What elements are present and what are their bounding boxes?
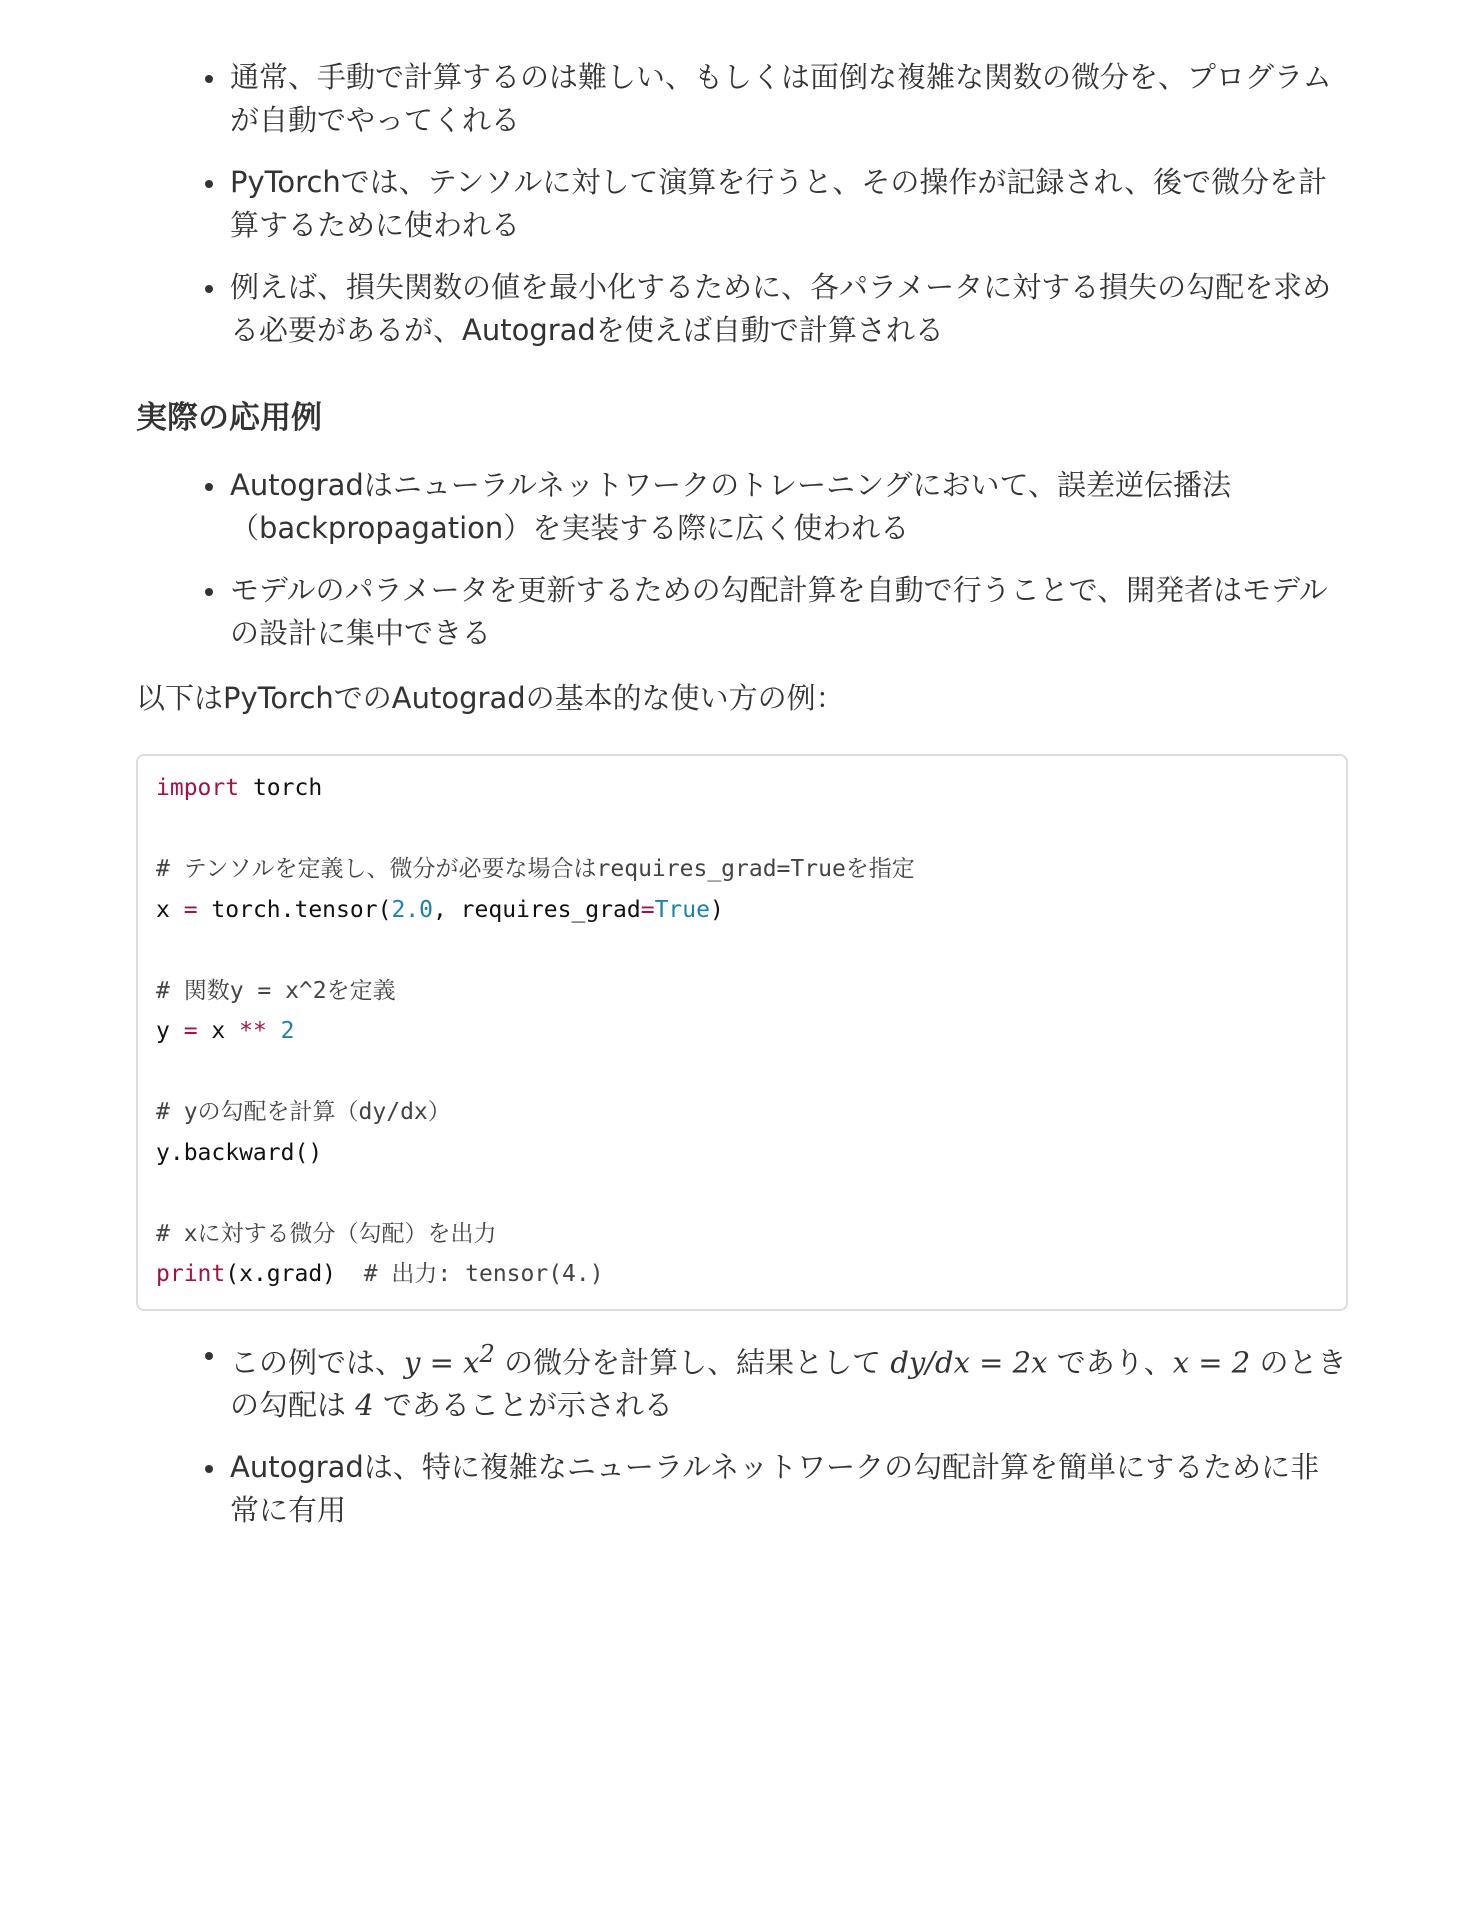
bullet-list-application	[136, 464, 1348, 655]
list-item-text: モデルのパラメータを更新するための勾配計算を自動で行うことで、開発者はモデルの設計に集中できる	[230, 573, 1328, 650]
code-line	[156, 890, 1328, 931]
code-text: (x.grad)	[225, 1261, 364, 1287]
code-line-blank	[156, 809, 1328, 850]
code-block	[136, 754, 1348, 1311]
list-item	[136, 56, 1348, 142]
code-text: x	[197, 1018, 240, 1044]
list-item-text: 通常、手動で計算するのは難しい、もしくは面倒な複雑な関数の微分を、プログラムが自動でやってくれる	[230, 60, 1332, 137]
code-keyword: print	[156, 1261, 226, 1287]
code-comment: # 出力: tensor(4.)	[363, 1261, 604, 1287]
list-item	[136, 569, 1348, 655]
intro-paragraph: 以下はPyTorchでのAutogradの基本的な使い方の例：	[136, 681, 845, 715]
list-item	[136, 1446, 1348, 1532]
code-operator: **	[239, 1018, 267, 1044]
text: であることが示される	[373, 1388, 673, 1423]
code-operator: =	[640, 896, 655, 923]
bullet-dot	[205, 1465, 213, 1473]
code-text: torch.tensor(	[197, 896, 392, 923]
text: であり、	[1047, 1345, 1173, 1380]
code-line-blank	[156, 1052, 1328, 1093]
code-constant: True	[654, 896, 710, 923]
bullet-dot	[205, 483, 213, 491]
code-text: )	[709, 896, 724, 923]
bullet-dot	[205, 588, 213, 596]
code-number: 2.0	[391, 896, 433, 923]
code-line: y.backward()	[156, 1139, 323, 1166]
math-superscript: 2	[479, 1339, 495, 1368]
code-line	[156, 1011, 1328, 1052]
section-heading: 実際の応用例	[136, 400, 322, 436]
bullet-dot	[205, 75, 213, 83]
code-keyword: import	[156, 775, 240, 801]
list-item-text: 例えば、損失関数の値を最小化するために、各パラメータに対する損失の勾配を求める必要があるが、Autogradを使えば自動で計算される	[230, 270, 1332, 347]
bullet-dot	[205, 1352, 213, 1360]
list-item	[136, 161, 1348, 247]
code-comment: # xに対する微分（勾配）を出力	[156, 1220, 497, 1247]
code-text: y	[156, 1018, 184, 1044]
list-item	[136, 266, 1348, 352]
math-expression: y = x	[404, 1345, 480, 1380]
code-line	[156, 768, 1328, 809]
bullet-dot	[205, 285, 213, 293]
code-text	[267, 1018, 281, 1044]
code-comment: # テンソルを定義し、微分が必要な場合はrequires_grad=Trueを指定	[156, 856, 915, 882]
text: のときの勾配は	[230, 1345, 1347, 1423]
code-line	[156, 1254, 1328, 1295]
code-line-blank	[156, 1173, 1328, 1214]
bullet-dot	[205, 180, 213, 188]
code-line-blank	[156, 930, 1328, 971]
math-expression: x = 2	[1172, 1345, 1251, 1380]
bullet-list-top	[136, 56, 1348, 352]
list-item-text: PyTorchでは、テンソルに対して演算を行うと、その操作が記録され、後で微分を計算するために使われる	[230, 165, 1328, 242]
code-operator: =	[183, 896, 198, 923]
code-text: , requires_grad	[432, 896, 641, 923]
list-item-text: Autogradはニューラルネットワークのトレーニングにおいて、誤差逆伝播法（backpropagation）を実装する際に広く使われる	[230, 468, 1231, 545]
code-operator: =	[183, 1018, 198, 1044]
math-expression: 4	[355, 1388, 374, 1423]
list-item	[136, 464, 1348, 550]
code-text: torch	[239, 775, 323, 801]
code-text: x	[156, 896, 184, 923]
text: この例では、	[230, 1345, 405, 1380]
document-page	[136, 56, 1348, 1551]
list-item	[136, 1333, 1348, 1428]
text: の微分を計算し、結果として	[494, 1345, 891, 1380]
code-number: 2	[280, 1018, 295, 1044]
code-comment: # 関数y = x^2を定義	[156, 977, 396, 1004]
code-comment: # yの勾配を計算（dy/dx）	[156, 1099, 451, 1125]
math-expression: dy/dx = 2x	[890, 1345, 1048, 1380]
bullet-list-bottom	[136, 1333, 1348, 1533]
list-item-text: Autogradは、特に複雑なニューラルネットワークの勾配計算を簡単にするために非常に有用	[230, 1450, 1320, 1528]
